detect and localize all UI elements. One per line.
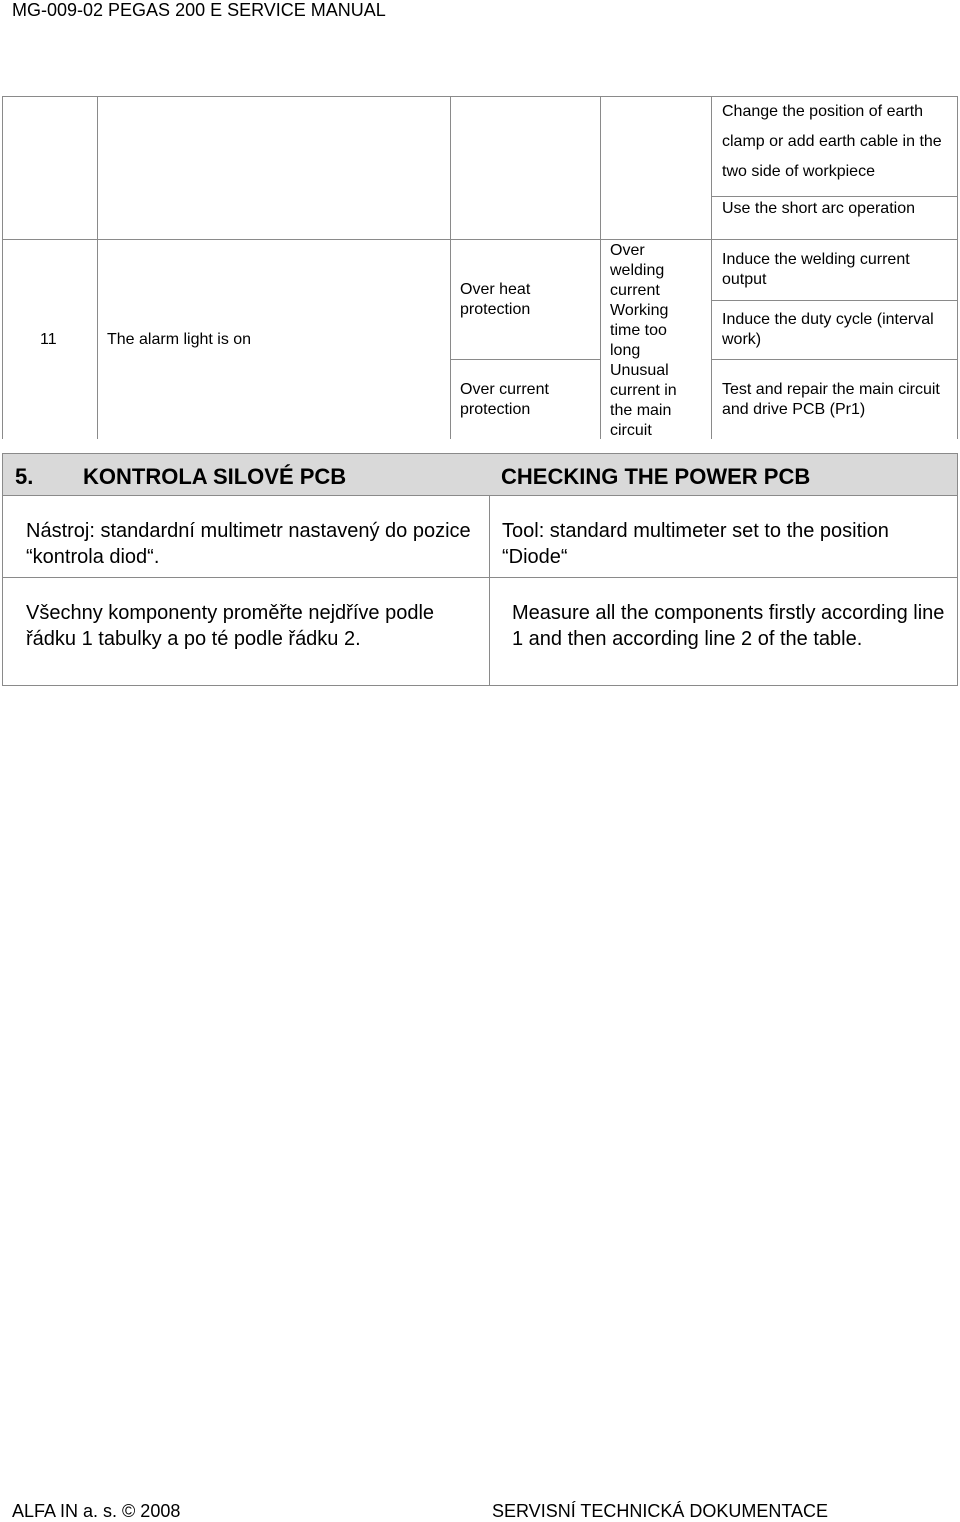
section-table-bottom	[2, 685, 958, 686]
section-table-top	[2, 495, 958, 496]
remedy-divider-2	[711, 359, 957, 360]
row-number: 11	[40, 331, 57, 348]
cause-over-welding-current: Over welding current	[610, 242, 665, 299]
remedy-duty-cycle: Induce the duty cycle (interval work)	[722, 311, 934, 348]
table-right-border	[957, 96, 958, 439]
remedy-earth-clamp: Change the position of earth clamp or add earth cable in the two side of workpiece	[722, 103, 942, 180]
row-divider	[2, 239, 958, 240]
table-left-border	[2, 96, 3, 439]
protection-overheat: Over heat protection	[460, 281, 531, 318]
measure-instruction-en: Measure all the components firstly according line 1 and then according line 2 of the table.	[512, 602, 945, 650]
document-header-title: MG-009-02 PEGAS 200 E SERVICE MANUAL	[12, 0, 386, 20]
tool-instruction-en: Tool: standard multimeter set to the position “Diode“	[502, 520, 889, 568]
section-header-bar	[2, 453, 958, 495]
col-divider-3	[600, 96, 601, 439]
remedy-divider-top	[711, 196, 957, 197]
col-divider-1	[97, 96, 98, 439]
remedy-divider-1	[711, 300, 957, 301]
section-number: 5.	[15, 464, 34, 489]
section-table-left	[2, 495, 3, 685]
col-divider-2	[450, 96, 451, 439]
cause-unusual-current: Unusual current in the main circuit	[610, 362, 677, 439]
protection-overcurrent: Over current protection	[460, 381, 549, 418]
section-table-right	[957, 495, 958, 685]
footer-copyright: ALFA IN a. s. © 2008	[12, 1501, 181, 1521]
footer-doc-type: SERVISNÍ TECHNICKÁ DOKUMENTACE	[492, 1501, 829, 1521]
protection-divider	[450, 359, 600, 360]
section-table-center	[489, 495, 490, 685]
remedy-induce-current: Induce the welding current output	[722, 251, 910, 288]
section-table-mid	[2, 577, 958, 578]
tool-instruction-cz: Nástroj: standardní multimetr nastavený do pozice “kontrola diod“.	[26, 520, 471, 568]
col-divider-4	[711, 96, 712, 439]
section-title-en: CHECKING THE POWER PCB	[501, 464, 811, 489]
remedy-short-arc: Use the short arc operation	[722, 200, 915, 217]
measure-instruction-cz: Všechny komponenty proměřte nejdříve podle řádku 1 tabulky a po té podle řádku 2.	[26, 602, 435, 650]
remedy-test-repair: Test and repair the main circuit and drive PCB (Pr1)	[722, 381, 940, 418]
section-title-cz: KONTROLA SILOVÉ PCB	[83, 464, 347, 489]
symptom-text: The alarm light is on	[107, 331, 252, 348]
cause-working-time: Working time too long	[610, 302, 669, 359]
